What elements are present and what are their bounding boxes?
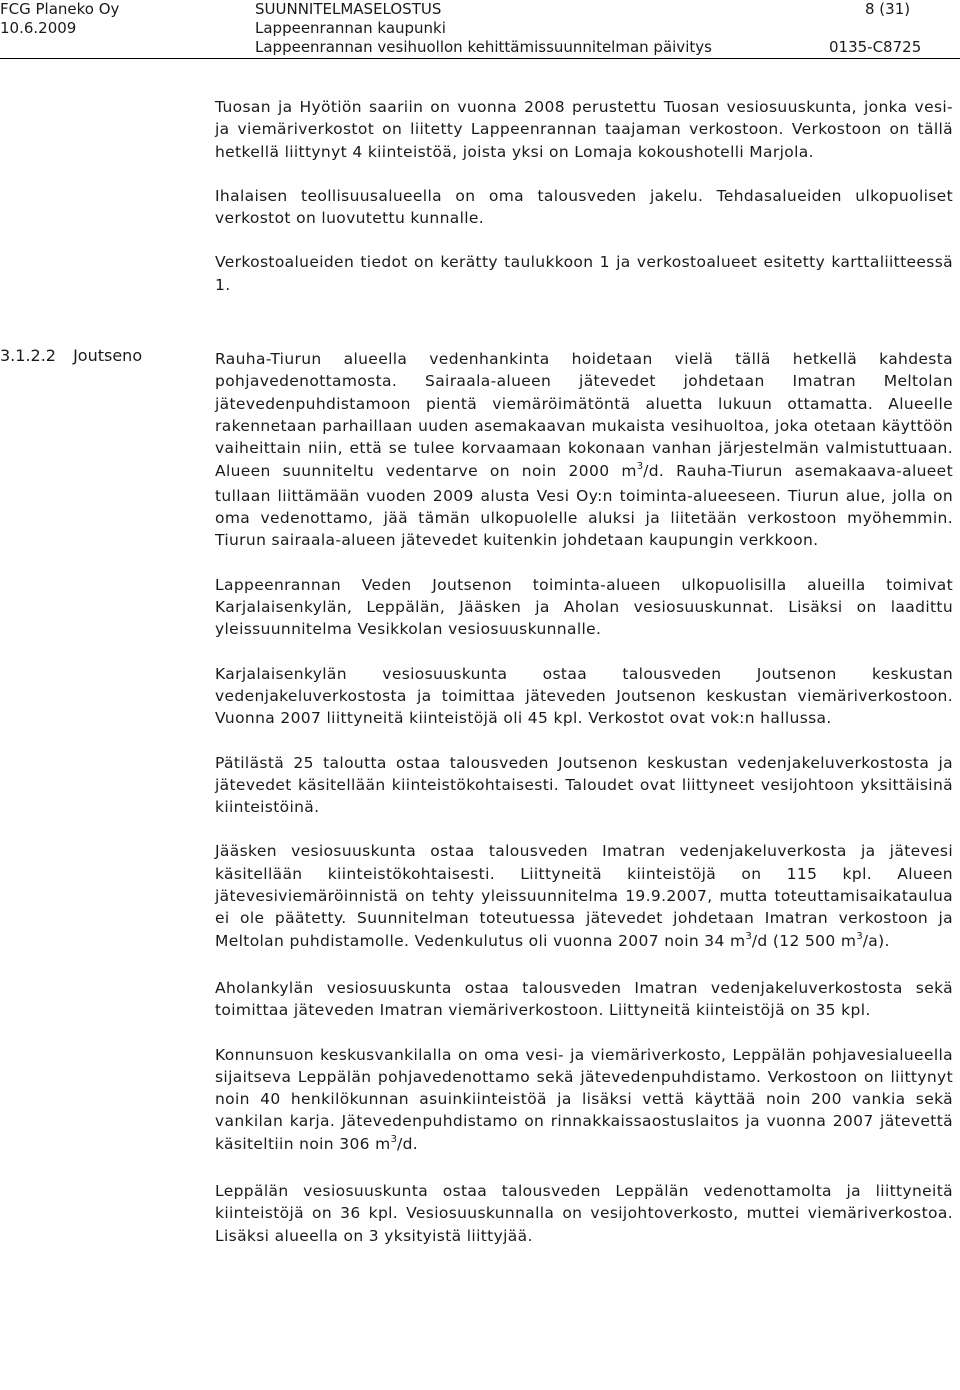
document-date: 10.6.2009 bbox=[0, 19, 77, 37]
paragraph-text: Rauha-Tiurun alueella vedenhankinta hoidetaan vielä tällä hetkellä kahdesta pohjavedenottamosta. Sairaala-alueen jätevedet johdetaan Imatran Meltolan jätevedenpuhdistamoon pientä viemäröimätöntä aluetta lukuun ottamatta. Alueelle rakennetaan parhaillaan uuden asemakaavan mukaista vesihuoltoa, joka otetaan käyttöön vaiheittain niin, että se tulee korvaamaan kokonaan vanhan järjestelmän valmistuttuaan. Alueen suunniteltu vedentarve on noin 2000 m bbox=[215, 350, 953, 480]
document-title: Lappeenrannan vesihuollon kehittämissuunnitelman päivitys bbox=[255, 38, 712, 56]
paragraph bbox=[215, 348, 953, 552]
superscript: 3 bbox=[636, 460, 644, 472]
paragraph-text: Jääsken vesiosuuskunta ostaa talousveden Imatran vedenjakeluverkosta ja jätevesi käsitellään kiinteistökohtaisesti. Liittyneitä kiinteistöjä on 115 kpl. Alueen jätevesiviemäröinnistä on tehty yleissuunnitelma 19.9.2007, mutta toteuttamisaikataulua ei ole päätetty. Suunnitelman toteutuessa jätevedet johdetaan Imatran verkostoon ja Meltolan puhdistamolle. Vedenkulutus oli vuonna 2007 noin 34 m bbox=[215, 842, 953, 950]
paragraph bbox=[215, 840, 953, 954]
paragraph: Verkostoalueiden tiedot on kerätty taulukkoon 1 ja verkostoalueet esitetty karttaliitteessä 1. bbox=[215, 253, 953, 294]
paragraph: Ihalaisen teollisuusalueella on oma talousveden jakelu. Tehdasalueiden ulkopuoliset verkostot on luovutettu kunnalle. bbox=[215, 186, 953, 228]
paragraph bbox=[215, 1044, 953, 1158]
company-name: FCG Planeko Oy bbox=[0, 0, 120, 18]
header-divider bbox=[0, 58, 960, 59]
section-heading bbox=[0, 345, 142, 367]
paragraph: Lappeenrannan Veden Joutsenon toiminta-alueen ulkopuolisilla alueilla toimivat Karjalaisenkylän, Leppälän, Jääsken ja Aholan vesiosuuskunnat. Lisäksi on laadittu yleissuunnitelma Vesikkolan vesiosuuskunnalle. bbox=[215, 575, 953, 639]
paragraph: Aholankylän vesiosuuskunta ostaa talousveden Imatran vedenjakeluverkostosta sekä toimittaa jäteveden Imatran viemäriverkostoon. Liittyneitä kiinteistöjä on 35 kpl. bbox=[215, 978, 953, 1020]
document-type: SUUNNITELMASELOSTUS bbox=[255, 0, 442, 18]
document-id: 0135-C8725 bbox=[829, 38, 922, 56]
superscript: 3 bbox=[745, 930, 752, 942]
superscript: 3 bbox=[856, 930, 863, 942]
paragraph: Tuosan ja Hyötiön saariin on vuonna 2008 perustettu Tuosan vesiosuuskunta, jonka vesi- ja viemäriverkostot on liitetty Lappeenrannan taajaman verkostoon. Verkostoon on tällä hetkellä liittynyt 4 kiinteistöä, joista yksi on Lomaja kokoushotelli Marjola. bbox=[215, 98, 953, 161]
paragraph-text: /d (12 500 m bbox=[751, 931, 857, 950]
section-number: 3.1.2.2 bbox=[0, 346, 56, 365]
paragraph: Pätilästä 25 taloutta ostaa talousveden Joutsenon keskustan vedenjakeluverkostosta ja jätevedet käsitellään kiinteistökohtaisesti. Taloudet ovat liittyneet vesijohtoon yksittäisinä kiinteistöinä. bbox=[215, 753, 953, 817]
paragraph: Karjalaisenkylän vesiosuuskunta ostaa talousveden Joutsenon keskustan vedenjakeluverkostosta ja toimittaa jäteveden Joutsenon keskustan viemäriverkostoon. Vuonna 2007 liittyneitä kiinteistöjä oli 45 kpl. Verkostot ovat vok:n hallussa. bbox=[215, 664, 953, 728]
client-name: Lappeenrannan kaupunki bbox=[255, 19, 446, 37]
superscript: 3 bbox=[390, 1133, 397, 1145]
paragraph-text: /a). bbox=[862, 931, 890, 950]
body-text bbox=[215, 96, 953, 1269]
paragraph: Leppälän vesiosuuskunta ostaa talousveden Leppälän vedenottamolta ja liittyneitä kiinteistöjä on 36 kpl. Vesiosuuskunnalla on vesijohtoverkosto, muttei viemäriverkostoa. Lisäksi alueella on 3 yksityistä liittyjää. bbox=[215, 1181, 953, 1245]
paragraph-text: /d. bbox=[397, 1134, 419, 1153]
page-number: 8 (31) bbox=[865, 0, 911, 18]
section-title: Joutseno bbox=[73, 346, 143, 365]
paragraph-text: Konnunsuon keskusvankilalla on oma vesi- ja viemäriverkosto, Leppälän pohjavesialueella sijaitseva Leppälän pohjavedenottamo sekä jätevedenpuhdistamo. Verkostoon on liittynyt noin 40 henkilökunnan asuinkiinteistöä ja lisäksi vettä käyttää noin 200 vankia sekä vankilan karja. Jätevedenpuhdistamo on rinnakkaissaostuslaitos ja vuonna 2007 jätevettä käsiteltiin noin 306 m bbox=[215, 1045, 953, 1153]
paragraph-text: /d. Rauha-Tiurun asemakaava-alueet tullaan liittämään vuoden 2009 alusta Vesi Oy:n toiminta-alueeseen. Tiurun alue, jolla on oma vedenottamo, jää tämän ulkopuolelle aluksi ja liitetään verkostoon myöhemmin. Tiurun sairaala-alueen jätevedet kuitenkin johdetaan kaupungin verkkoon. bbox=[215, 461, 953, 550]
